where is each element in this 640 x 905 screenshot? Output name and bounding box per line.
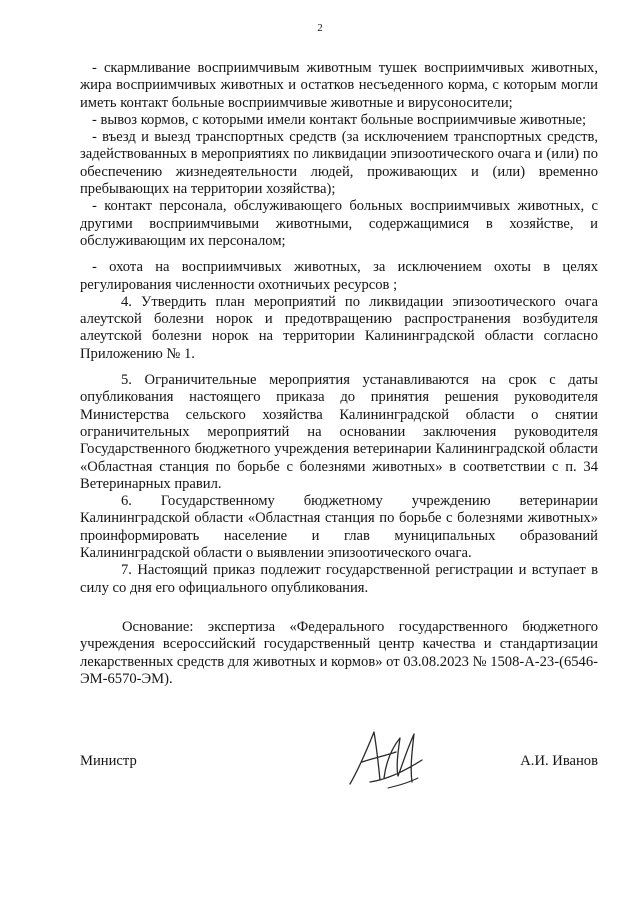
numbered-paragraph-4: 4. Утвердить план мероприятий по ликвидации эпизоотического очага алеутской болезни норок и предотвращению распространения возбудителя алеутской болезни норок на территории Калининградской области согласно Приложению № 1. — [80, 293, 598, 362]
signatory-title: Министр — [80, 753, 137, 769]
handwritten-signature — [340, 722, 430, 794]
list-item: - въезд и выезд транспортных средств (за исключением транспортных средств, задействованных в мероприятиях по ликвидации эпизоотического очага и (или) по обеспечению жизнедеятельности людей, проживающих и (или) временно пребывающих на территории хозяйства); — [80, 129, 598, 198]
list-item: - вывоз кормов, с которыми имели контакт больные восприимчивые животные; — [92, 111, 587, 128]
page-number: 2 — [317, 22, 323, 34]
list-item: - контакт персонала, обслуживающего больных восприимчивых животных, с другими восприимчивыми животными, содержащимися в хозяйстве, и обслуживающим их персоналом; — [80, 198, 598, 249]
list-item: - охота на восприимчивых животных, за исключением охоты в целях регулирования численности охотничьих ресурсов ; — [80, 259, 598, 293]
numbered-paragraph-6: 6. Государственному бюджетному учреждению ветеринарии Калининградской области «Областная станция по борьбе с болезнями животных» проинформировать население и глав муниципальных образований Калининградской области о выявлении эпизоотического очага. — [80, 493, 598, 562]
list-item: - скармливание восприимчивым животным тушек восприимчивых животных, жира восприимчивых животных и остатков несъеденного корма, с которым могли иметь контакт больные восприимчивые животные и вирусоносители; — [80, 60, 598, 111]
signatory-name: А.И. Иванов — [520, 753, 598, 769]
numbered-paragraph-5: 5. Ограничительные мероприятия устанавливаются на срок с даты опубликования настоящего приказа до принятия решения руководителя Министерства сельского хозяйства Калининградской области о снятии ограничительных мероприятий на основании заключения руководителя Государственного бюджетного учреждения ветеринарии Калининградской области «Областная станция по борьбе с болезнями животных» в соответствии с п. 34 Ветеринарных правил. — [80, 372, 598, 492]
document-body — [80, 60, 598, 688]
basis-paragraph: Основание: экспертиза «Федерального государственного бюджетного учреждения всероссийский государственный центр качества и стандартизации лекарственных средств для животных и кормов» от 03.08.2023 № 1508-А-23-(6546-ЭМ-6570-ЭМ). — [80, 618, 598, 687]
numbered-paragraph-7: 7. Настоящий приказ подлежит государственной регистрации и вступает в силу со дня его официального опубликования. — [80, 562, 598, 596]
